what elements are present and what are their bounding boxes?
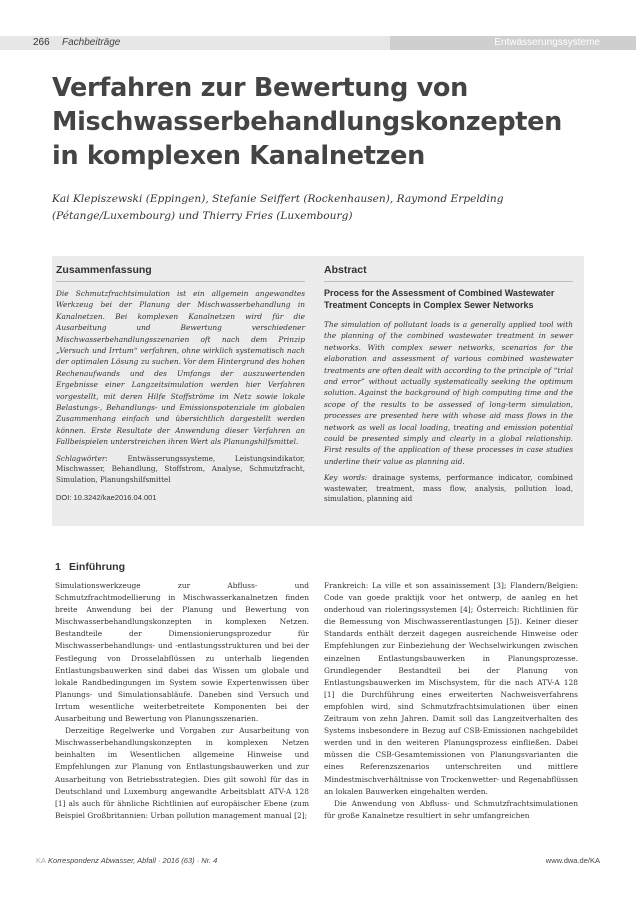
keywords-label-de: Schlagwörter: xyxy=(56,453,108,463)
journal-citation xyxy=(36,856,217,865)
zusammenfassung-heading: Zusammenfassung xyxy=(56,264,305,282)
body-paragraph: Simulationswerkzeuge zur Abfluss- und Schmutzfrachtmodellierung in Mischwasserkanalnetzen finden breite Anwendung bei der Planung und Bewertung von Mischwasserbehandlungskonzepten in komplexen Netzen. Bestandteile der Dimensionierungsprozedur für Mischwasserbehandlungs- und -entlastungsstrukturen und bei der Festlegung von Drosselabflüssen zu unterhalb liegenden Entlastungsbauwerken sind dabei das Wissen um globale und lokale Randbedingungen im System sowie Expertenwissen über Planungs- und Simulationsabläufe. Daneben sind Versuch und Irrtum wesentliche weiterbetreitete Komponenten bei der Ausarbeitung und Bewertung von Planungsszenarien. xyxy=(55,581,309,724)
page-header xyxy=(0,36,636,50)
abstract-column xyxy=(324,264,573,505)
abstract-box xyxy=(52,256,584,526)
zusammenfassung-text: Die Schmutzfrachtsimulation ist ein allgemein angewandtes Werkzeug bei der Planung der Mischwasserbehandlung in Kanalnetzen. Bei komplexen Kanalnetzen wird für die Ausarbeitung und Bewertung verschiedener Mischwasserbehandlungsszenarien oft nach dem Prinzip „Versuch und Irrtum“ verfahren, ohne wirklich systematisch nach der optimalen Lösung zu suchen. Vor dem Hintergrund des hohen Rechenaufwands und des Umfangs der auszuwertenden Ergebnisse einer Langzeitsimulation werden hier Verfahren vorgestellt, mit deren Hilfe Stoffströme im Netz sowie lokale Belastungs-, Behandlungs- und Emissionspotenziale im globalen Zusammenhang einfach und übersichtlich dargestellt werden können. Erste Resultate der Anwendung dieser Verfahren an Fallbeispielen unterstreichen ihren Wert als Planungshilfsmittel. xyxy=(56,289,305,447)
section-label: Fachbeiträge xyxy=(62,37,121,48)
journal-name: Korrespondenz Abwasser, Abfall · 2016 (63) · Nr. 4 xyxy=(48,856,218,865)
keywords-en: drainage systems, performance indicator, combined wastewater, treatment, mass flow, analysis, pollution load, simulation, planning aid xyxy=(324,473,573,504)
section-heading xyxy=(55,561,125,573)
article-title: Verfahren zur Bewertung von Mischwasserbehandlungskonzepten in komplexen Kanalnetzen xyxy=(52,73,563,171)
journal-url[interactable]: www.dwa.de/KA xyxy=(545,856,600,865)
category-label: Entwässerungssysteme xyxy=(494,37,600,48)
body-paragraph: Die Anwendung von Abfluss- und Schmutzfrachtsimulationen für große Kanalnetze resultiert in sehr umfangreichen xyxy=(324,798,578,820)
zusammenfassung-keywords xyxy=(56,454,305,486)
abstract-text: The simulation of pollutant loads is a generally applied tool with the planning of the combined wastewater treatment in sewer networks. With complex sewer networks, scenarios for the elaboration and assessment of various combined wastewater treatments are often dealt with according to the principle of “trial and error” without actually systematically seeking the optimum solution. Against the background of high computing time and the scope of the results to be assessed of long-term simulation, processes are presented here with whose aid mass flows in the network as well as local loading, treating and emission potential could be presented simply and clearly in a global relationship. First results of the application of these processes in case studies underline their value as planning aid. xyxy=(324,320,573,466)
abstract-heading: Abstract xyxy=(324,264,573,282)
doi: DOI: 10.3242/kae2016.04.001 xyxy=(56,493,157,503)
article-authors: Kai Klepiszewski (Eppingen), Stefanie Seiffert (Rockenhausen), Raymond Erpelding (Pétange/Luxembourg) und Thierry Fries (Luxembourg) xyxy=(52,193,504,222)
body-paragraph: Derzeitige Regelwerke und Vorgaben zur Ausarbeitung von Mischwasserbehandlungskonzepten in komplexen Netzen beinhalten im Wesentlichen allgemeine Hinweise und Empfehlungen zur Planung von Entlastungsbauwerken und zur Ausarbeitung von Betriebsstrategien. Dies gilt sowohl für das in Deutschland und Luxemburg angewandte Arbeitsblatt ATV-A 128 [1] als auch für ähnliche Richtlinien auf europäischer Ebene (zum Beispiel Großbritannien: Urban pollution management manual [2]; xyxy=(55,726,309,820)
page-number: 266 xyxy=(33,37,50,48)
body-column-left xyxy=(55,580,309,822)
keywords-de: Entwässerungssysteme, Leistungsindikator, Mischwasser, Behandlung, Stoffstrom, Analyse, Schmutzfracht, Simulation, Planungshilfsmittel xyxy=(56,453,305,484)
section-title: Einführung xyxy=(69,561,125,573)
body-paragraph: Frankreich: La ville et son assainissement [3]; Flandern/Belgien: Code van goede praktijk voor het ontwerp, de aanleg en het onderhoud van rioleringssystemen [4]; Österreich: Richtlinien für die Bemessung von Mischwasserentlastungen [5]). Keiner dieser Standards enthält derzeit dagegen ausreichende Hinweise oder Empfehlungen zur Einbeziehung der Wechselwirkungen zwischen einzelnen Entlastungsbauwerken in Planungsprozesse. Grundlegender Bestandteil bei der Planung von Entlastungsbauwerken im Mischsystem, für die nach ATV-A 128 [1] die Durchführung eines erweiterten Nachweisverfahrens empfohlen wird, sind Schmutzfrachtsimulationen über einen Zeitraum von zehn Jahren. Damit soll das Langzeitverhalten des Systems insbesondere in Bezug auf CSB-Emissionen nachgebildet werden und in den weiteren Planungsprozess einfließen. Dabei müssen die CSB-Gesamtemissionen von Planungsvarianten die eines Referenzszenarios unterschreiten und mittlere Mindestmischverhältnisse von Trockenwetter- und Regenabflüssen an lokalen Bauwerken eingehalten werden. xyxy=(324,581,578,796)
page-footer xyxy=(0,856,636,870)
header-left-band xyxy=(0,36,390,50)
header-right-band xyxy=(390,36,636,50)
abstract-keywords xyxy=(324,473,573,505)
body-column-right xyxy=(324,580,578,822)
keywords-label-en: Key words: xyxy=(324,473,368,483)
journal-logo: KA xyxy=(36,856,47,865)
abstract-subtitle: Process for the Assessment of Combined Wastewater Treatment Concepts in Complex Sewer Networks xyxy=(324,288,555,310)
section-number: 1 xyxy=(55,561,61,573)
zusammenfassung-column xyxy=(56,264,305,502)
